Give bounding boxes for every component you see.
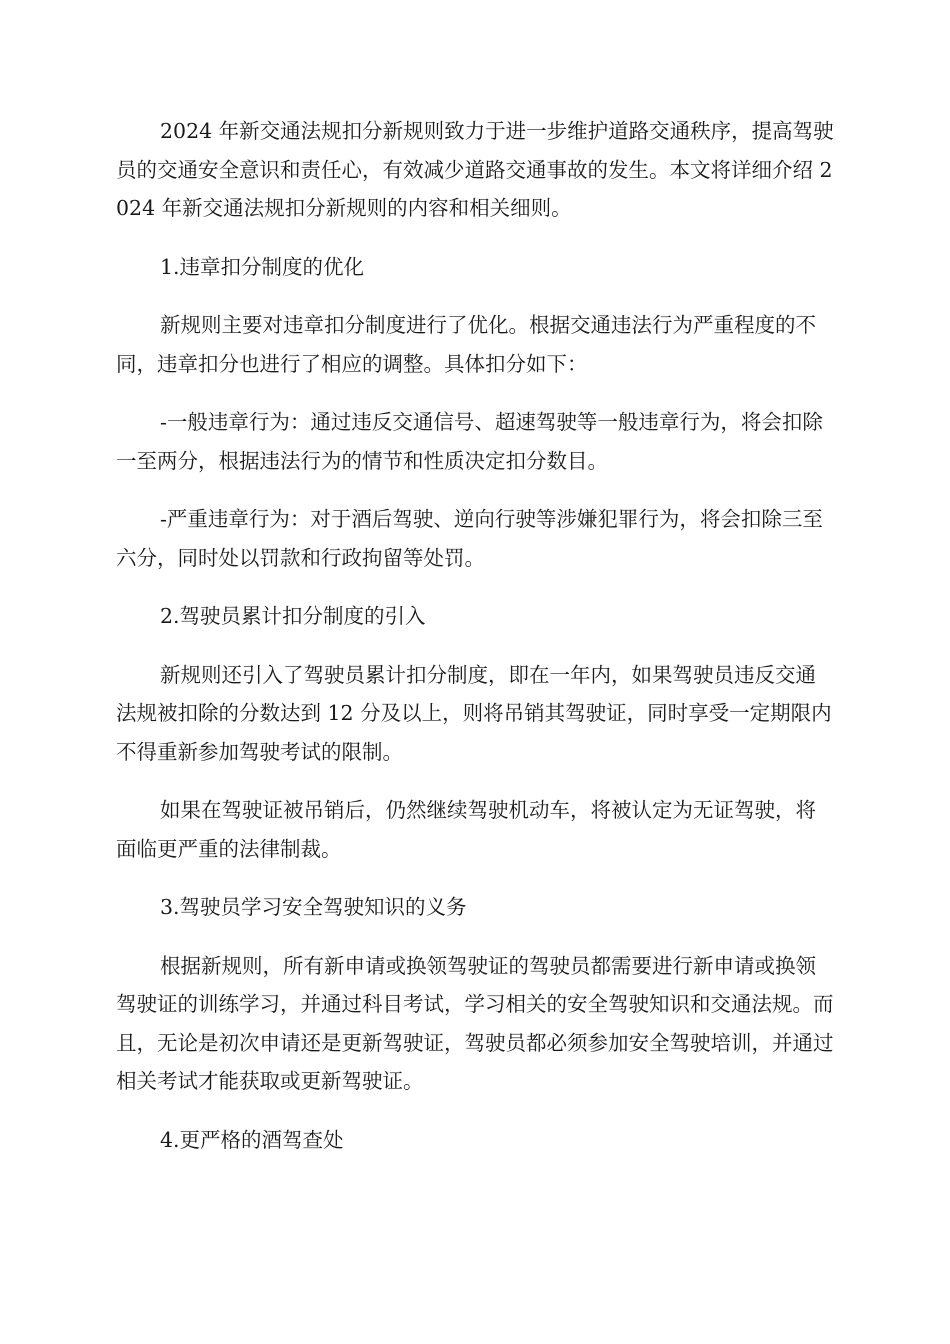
- section-heading-2: 2.驾驶员累计扣分制度的引入: [160, 604, 426, 628]
- section-heading-3: 3.驾驶员学习安全驾驶知识的义务: [160, 895, 467, 919]
- section-heading-1: 1.违章扣分制度的优化: [160, 254, 365, 279]
- document-body: [116, 112, 836, 1179]
- intro-paragraph: 2024 年新交通法规扣分新规则致力于进一步维护道路交通秩序，提高驾驶员的交通安全意识和责任心，有效减少道路交通事故的发生。本文将详细介绍 2024 年新交通法规扣分新规则的内容和相关细则。: [116, 119, 834, 220]
- section-heading-4: 4.更严格的酒驾查处: [160, 1127, 344, 1152]
- general-violation-item: -一般违章行为：通过违反交通信号、超速驾驶等一般违章行为，将会扣除一至两分，根据违法行为的情节和性质决定扣分数目。: [116, 410, 823, 473]
- serious-violation-item: -严重违章行为：对于酒后驾驶、逆向行驶等涉嫌犯罪行为，将会扣除三至六分，同时处以罚款和行政拘留等处罚。: [116, 507, 823, 570]
- section-3-paragraph: 根据新规则，所有新申请或换领驾驶证的驾驶员都需要进行新申请或换领驾驶证的训练学习，并通过科目考试，学习相关的安全驾驶知识和交通法规。而且，无论是初次申请还是更新驾驶证，驾驶员都必须参加安全驾驶培训，并通过相关考试才能获取或更新驾驶证。: [116, 953, 834, 1093]
- section-1-paragraph: 新规则主要对违章扣分制度进行了优化。根据交通违法行为严重程度的不同，违章扣分也进行了相应的调整。具体扣分如下：: [116, 313, 816, 376]
- section-2-paragraph-2: 如果在驾驶证被吊销后，仍然继续驾驶机动车，将被认定为无证驾驶，将面临更严重的法律制裁。: [116, 798, 816, 861]
- section-2-paragraph: 新规则还引入了驾驶员累计扣分制度，即在一年内，如果驾驶员违反交通法规被扣除的分数达到 12 分及以上，则将吊销其驾驶证，同时享受一定期限内不得重新参加驾驶考试的限制。: [116, 662, 832, 764]
